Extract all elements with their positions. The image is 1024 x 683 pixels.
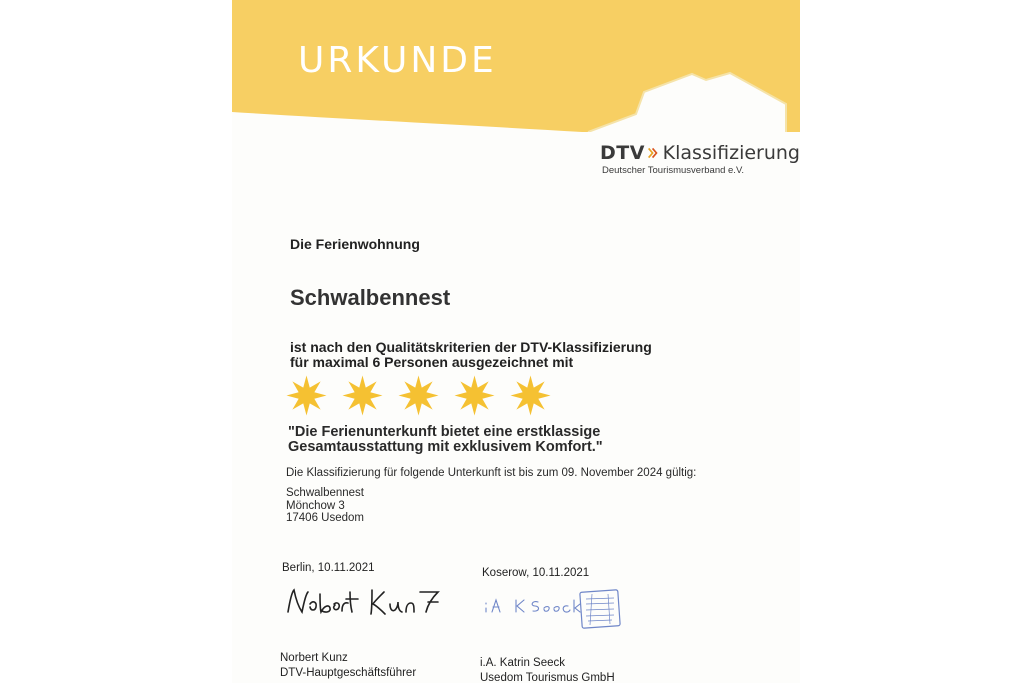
signature-right — [482, 590, 582, 620]
signatory-left-name: Norbert Kunz — [280, 652, 348, 664]
star-icon — [510, 375, 551, 416]
logo-subtitle: Deutscher Tourismusverband e.V. — [602, 165, 745, 176]
signatory-right-role: Usedom Tourismus GmbH — [480, 671, 615, 683]
quote-line-1: "Die Ferienunterkunft bietet eine erstklassige — [288, 424, 601, 440]
place-date-left: Berlin, 10.11.2021 — [282, 562, 375, 574]
address-line-3: 17406 Usedom — [286, 512, 364, 524]
signatory-right — [480, 656, 615, 683]
address-block — [286, 487, 364, 525]
address-line-1: Schwalbennest — [286, 487, 364, 499]
chevron-arrows-icon — [648, 144, 660, 162]
criteria-text — [290, 340, 652, 370]
signatory-right-name: i.A. Katrin Seeck — [480, 657, 566, 669]
logo-brand: DTV — [600, 142, 645, 164]
stamp-icon — [578, 588, 622, 630]
star-icon — [454, 375, 495, 416]
star-rating — [286, 375, 551, 419]
criteria-line-1: ist nach den Qualitätskriterien der DTV-Klassifizierung — [290, 339, 652, 355]
quote-line-2: Gesamtausstattung mit exklusivem Komfort." — [288, 439, 603, 455]
accommodation-type: Die Ferienwohnung — [290, 236, 420, 252]
logo-name: Klassifizierung — [662, 142, 800, 164]
rating-quote — [288, 425, 603, 455]
signature-left — [280, 582, 460, 622]
certificate — [232, 0, 800, 683]
place-date-right: Koserow, 10.11.2021 — [482, 567, 590, 579]
validity-text: Die Klassifizierung für folgende Unterkunft ist bis zum 09. November 2024 gültig: — [286, 467, 697, 479]
criteria-line-2: für maximal 6 Personen ausgezeichnet mit — [290, 354, 574, 370]
property-name: Schwalbennest — [290, 285, 451, 310]
star-icon — [342, 375, 383, 416]
star-icon — [398, 375, 439, 416]
address-line-2: Mönchow 3 — [286, 499, 345, 512]
certificate-title: URKUNDE — [298, 40, 497, 81]
header-banner — [232, 0, 800, 132]
signatory-left-role: DTV-Hauptgeschäftsführer — [280, 666, 417, 679]
dtv-logo — [600, 142, 800, 186]
signatory-left — [280, 651, 416, 680]
star-icon — [286, 375, 327, 416]
